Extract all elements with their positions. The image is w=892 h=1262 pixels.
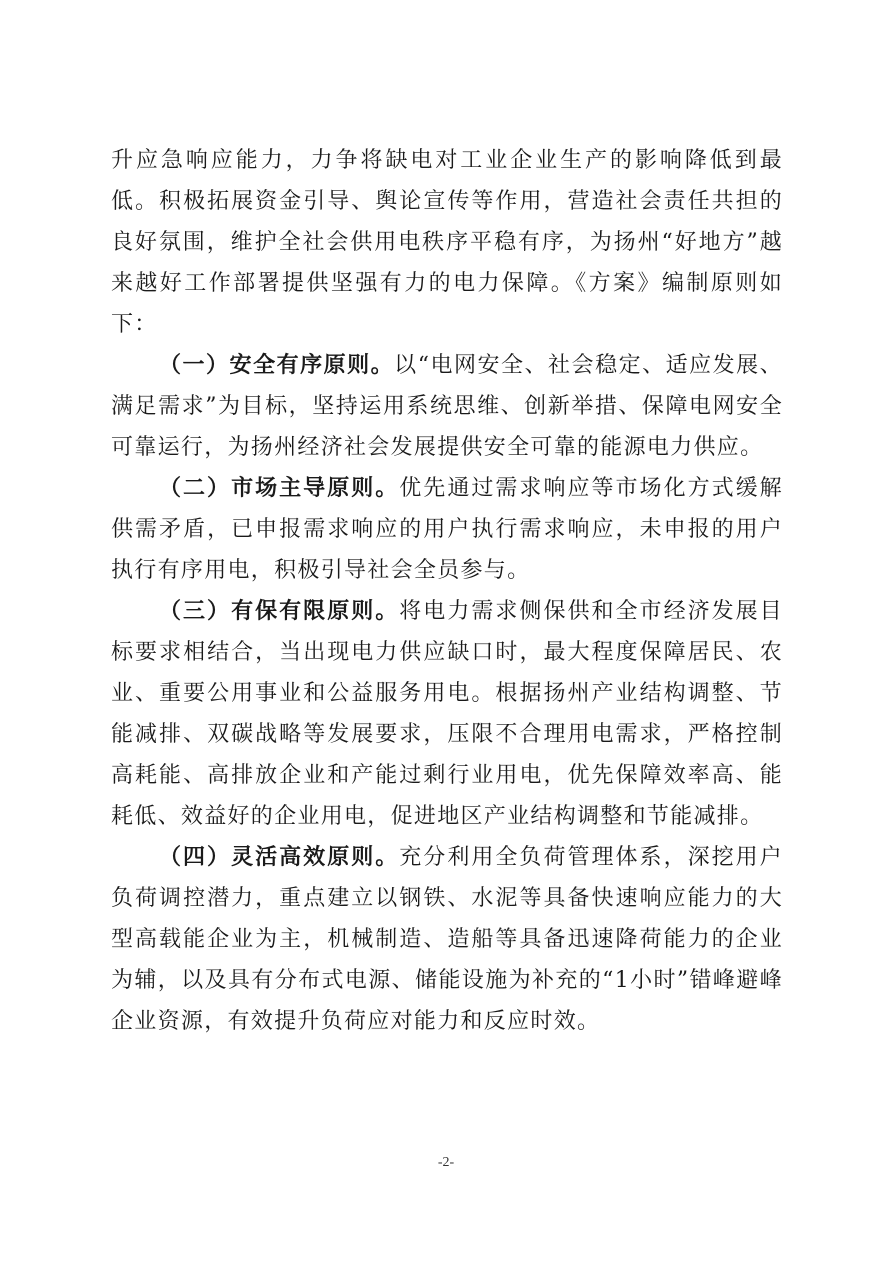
paragraph-principle-3 [111, 591, 783, 837]
paragraph-principle-1 [111, 345, 783, 468]
paragraph-principle-2 [111, 468, 783, 591]
principle-heading: （四）灵活高效原则。 [159, 844, 400, 870]
page-number: -2- [437, 1155, 455, 1170]
paragraph-body: 升应急响应能力，力争将缺电对工业企业生产的影响降低到最低。积极拓展资金引导、舆论宣传等作用，营造社会责任共担的良好氛围，维护全社会供用电秩序平稳有序，为扬州“好地方”越来越好工作部署提供坚强有力的电力保障。《方案》编制原则如下： [111, 148, 783, 337]
principle-heading: （二）市场主导原则。 [159, 475, 400, 501]
paragraph-principle-4 [111, 837, 783, 1042]
paragraph-body: 将电力需求侧保供和全市经济发展目标要求相结合，当出现电力供应缺口时，最大程度保障居民、农业、重要公用事业和公益服务用电。根据扬州产业结构调整、节能减排、双碳战略等发展要求，压限不合理用电需求，严格控制高耗能、高排放企业和产能过剩行业用电，优先保障效率高、能耗低、效益好的企业用电，促进地区产业结构调整和节能减排。 [111, 599, 783, 829]
document-body [111, 140, 783, 1042]
principle-heading: （一）安全有序原则。 [159, 352, 395, 378]
paragraph-continuation [111, 140, 783, 345]
principle-heading: （三）有保有限原则。 [159, 598, 400, 624]
paragraph-body: 优先通过需求响应等市场化方式缓解供需矛盾，已申报需求响应的用户执行需求响应，未申报的用户执行有序用电，积极引导社会全员参与。 [111, 476, 783, 583]
paragraph-body: 以“电网安全、社会稳定、适应发展、满足需求”为目标，坚持运用系统思维、创新举措、保障电网安全可靠运行，为扬州经济社会发展提供安全可靠的能源电力供应。 [111, 353, 783, 460]
paragraph-body: 充分利用全负荷管理体系，深挖用户负荷调控潜力，重点建立以钢铁、水泥等具备快速响应能力的大型高载能企业为主，机械制造、造船等具备迅速降荷能力的企业为辅，以及具有分布式电源、储能设施为补充的“1小时”错峰避峰企业资源，有效提升负荷应对能力和反应时效。 [111, 845, 783, 1034]
